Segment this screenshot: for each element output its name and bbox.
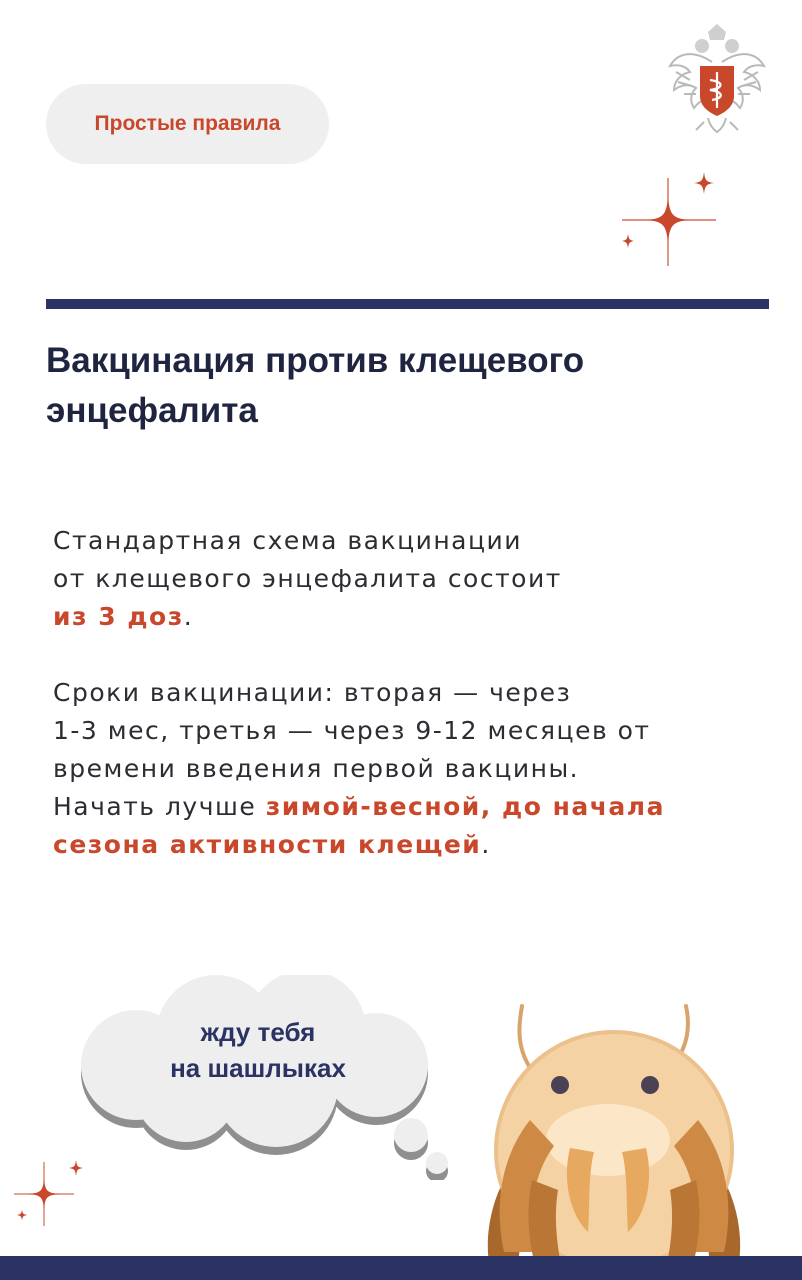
page-title	[46, 336, 746, 436]
sparkle-icon	[612, 168, 732, 268]
speech-bubble-text	[118, 1014, 398, 1086]
timing-end: .	[481, 830, 491, 859]
speech-bubble-line-2: на шашлыках	[170, 1053, 346, 1083]
vaccination-scheme-paragraph	[53, 522, 753, 636]
scheme-end: .	[183, 602, 194, 631]
timing-line-1: Сроки вакцинации: вторая — через	[53, 678, 572, 707]
section-divider	[46, 299, 769, 309]
page-title-line-2: энцефалита	[46, 391, 258, 430]
ministry-emblem-icon	[664, 22, 770, 134]
doses-highlight: из 3 доз	[53, 602, 184, 631]
sparkle-icon	[14, 1158, 94, 1228]
category-badge-label: Простые правила	[94, 112, 281, 135]
page-title-line-1: Вакцинация против клещевого	[46, 341, 585, 380]
tick-mascot	[470, 1000, 760, 1280]
vaccination-timing-paragraph	[53, 674, 753, 864]
timing-line-3: времени введения первой вакцины.	[53, 754, 580, 783]
category-badge	[46, 84, 329, 164]
timing-line-2: 1-3 мес, третья — через 9-12 месяцев от	[53, 716, 651, 745]
scheme-line-2: от клещевого энцефалита состоит	[53, 564, 562, 593]
scheme-line-1: Стандартная схема вакцинации	[53, 526, 523, 555]
season-highlight-b: сезона активности клещей	[53, 830, 482, 859]
timing-line-4-prefix: Начать лучше	[53, 792, 266, 821]
season-highlight-a: зимой-весной, до начала	[265, 792, 665, 821]
speech-bubble-line-1: жду тебя	[200, 1017, 316, 1047]
bottom-bar	[0, 1256, 802, 1280]
